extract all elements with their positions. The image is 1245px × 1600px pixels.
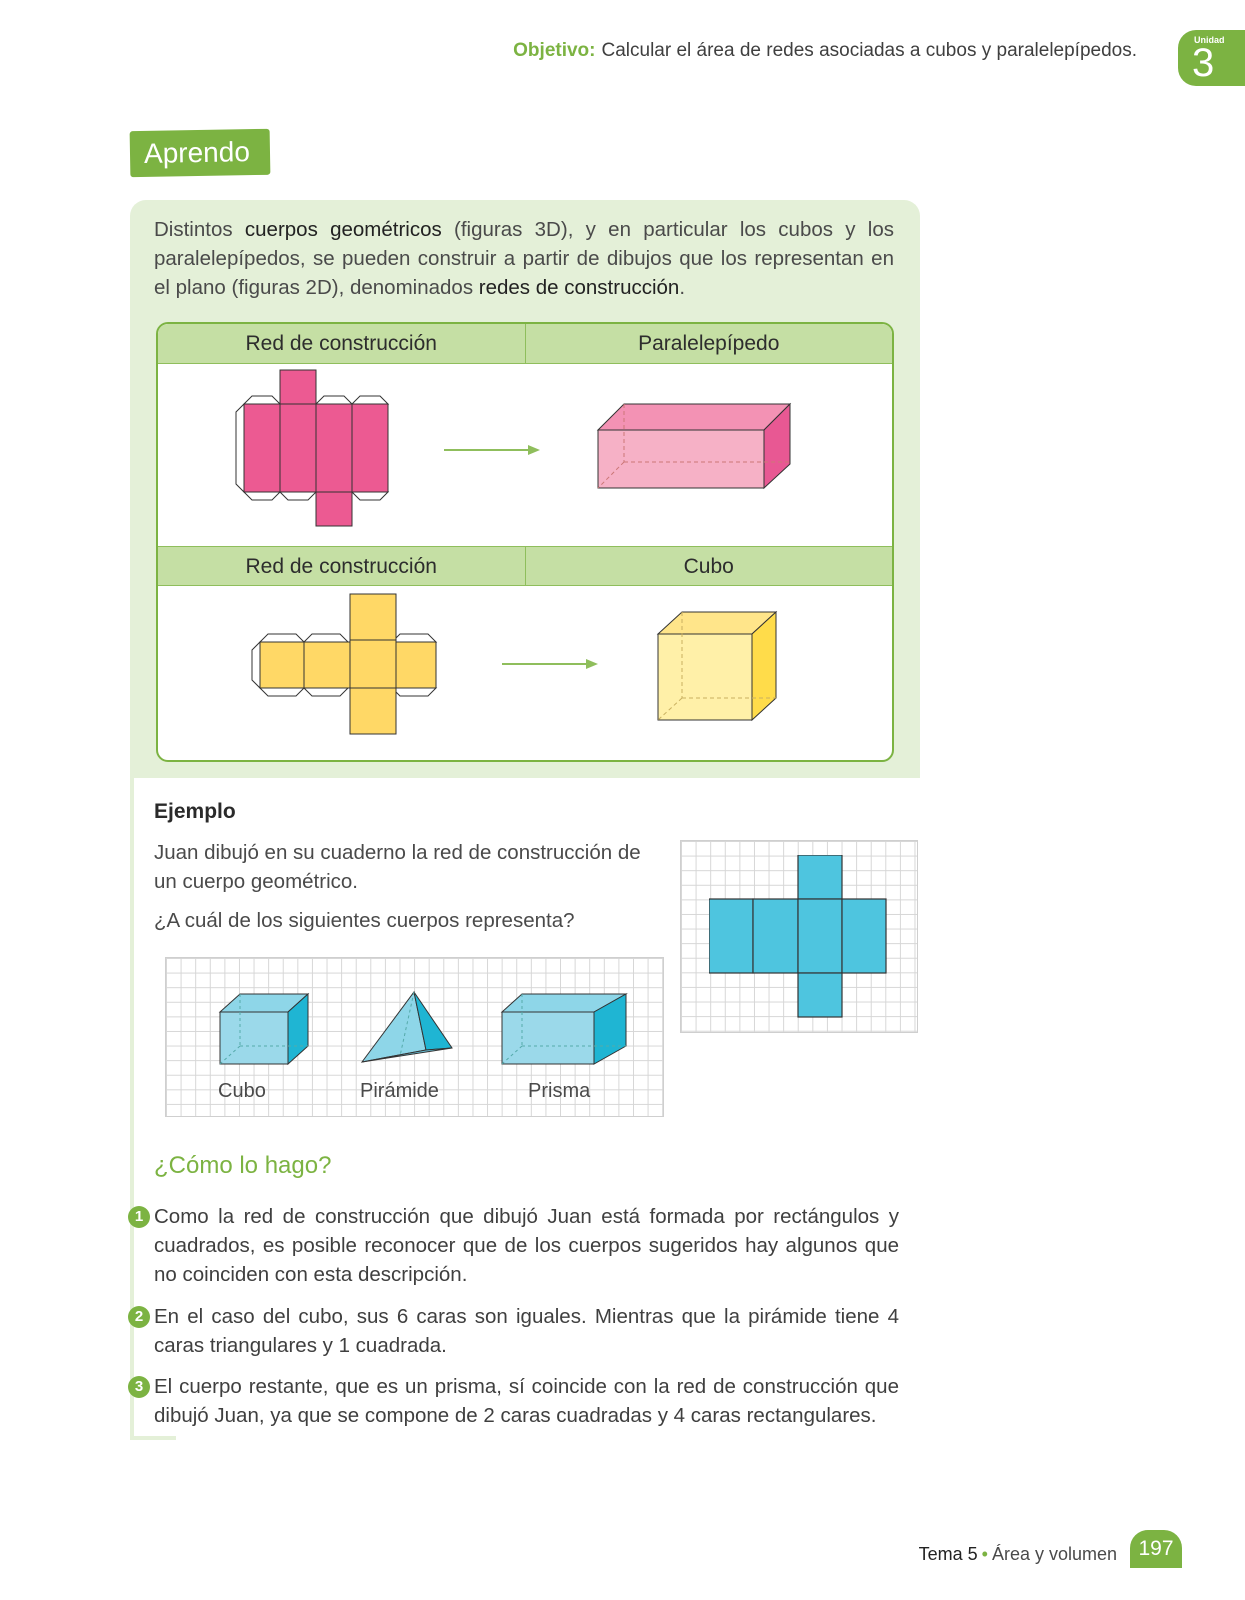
label-cubo: Cubo <box>218 1080 266 1102</box>
intro-term-2: redes de construcción <box>478 276 680 299</box>
intro-text-1: Distintos <box>154 218 245 241</box>
header-cubo: Cubo <box>683 555 734 578</box>
prism-option-illustration <box>500 992 630 1066</box>
cubo-illustration <box>654 610 780 722</box>
pink-net-illustration <box>234 368 394 530</box>
objective <box>513 40 1137 62</box>
juan-net-grid <box>680 840 918 1033</box>
arrow-icon <box>444 442 544 458</box>
objective-text: Calcular el área de redes asociadas a cubos y paralelepípedos. <box>601 40 1137 61</box>
step-number-1: 1 <box>128 1206 150 1228</box>
table-header-row-2 <box>158 546 892 586</box>
header-net-1: Red de construcción <box>158 324 526 363</box>
footer-dot: • <box>981 1544 988 1564</box>
label-prisma: Prisma <box>528 1080 591 1102</box>
unit-label: Unidad <box>1194 35 1225 45</box>
intro-term-1: cuerpos geométricos <box>244 218 442 241</box>
unit-number: 3 <box>1192 41 1215 85</box>
header-net-2: Red de construcción <box>158 547 526 585</box>
step-number-2: 2 <box>128 1306 150 1328</box>
step-2: En el caso del cubo, sus 6 caras son iguales. Mientras que la pirámide tiene 4 caras triangulares y 1 cuadrada. <box>154 1305 899 1357</box>
table-header-row-1 <box>158 324 892 364</box>
arrow-icon-2 <box>502 656 602 672</box>
intro-paragraph <box>154 215 894 302</box>
yellow-net-illustration <box>248 590 448 738</box>
example-question: ¿A cuál de los siguientes cuerpos representa? <box>154 909 575 932</box>
paralelepipedo-illustration <box>594 400 794 492</box>
cyan-net-illustration <box>709 855 891 1019</box>
section-title: Aprendo <box>130 129 271 177</box>
footer-topic: Área y volumen <box>991 1544 1117 1564</box>
how-title: ¿Cómo lo hago? <box>154 1152 332 1179</box>
footer-tema: Tema 5 <box>918 1544 978 1564</box>
header-paralelepipedo: Paralelepípedo <box>638 332 780 355</box>
step-number-3: 3 <box>128 1376 150 1398</box>
intro-text-3: . <box>679 276 686 299</box>
step-1: Como la red de construcción que dibujó Juan está formada por rectángulos y cuadrados, es posible reconocer que de los cuerpos sugeridos hay algunos que no coinciden con esta descripción. <box>154 1205 899 1286</box>
objective-label: Objetivo: <box>513 40 596 61</box>
options-grid <box>165 957 664 1117</box>
page-number: 197 <box>1130 1530 1182 1568</box>
pyramid-option-illustration <box>360 990 454 1066</box>
left-rail <box>130 778 134 1440</box>
unit-tab <box>1178 30 1245 86</box>
step-3: El cuerpo restante, que es un prisma, sí coincide con la red de construcción que dibujó Juan, ya que se compone de 2 caras cuadradas y 4 caras rectangulares. <box>154 1375 899 1427</box>
example-text: Juan dibujó en su cuaderno la red de construcción de un cuerpo geométrico. <box>154 841 641 893</box>
intro-text-2: (figuras 3D), y en particular los cubos y los paralelepípedos, se pueden construir a partir de dibujos que los representan en el plano (figuras 2D), denominados <box>154 218 895 299</box>
label-piramide: Pirámide <box>360 1080 439 1102</box>
footer <box>919 1544 1117 1565</box>
nets-table <box>156 322 894 762</box>
cube-option-illustration <box>218 992 312 1066</box>
left-rail-bottom <box>130 1436 176 1440</box>
example-title: Ejemplo <box>154 800 236 823</box>
